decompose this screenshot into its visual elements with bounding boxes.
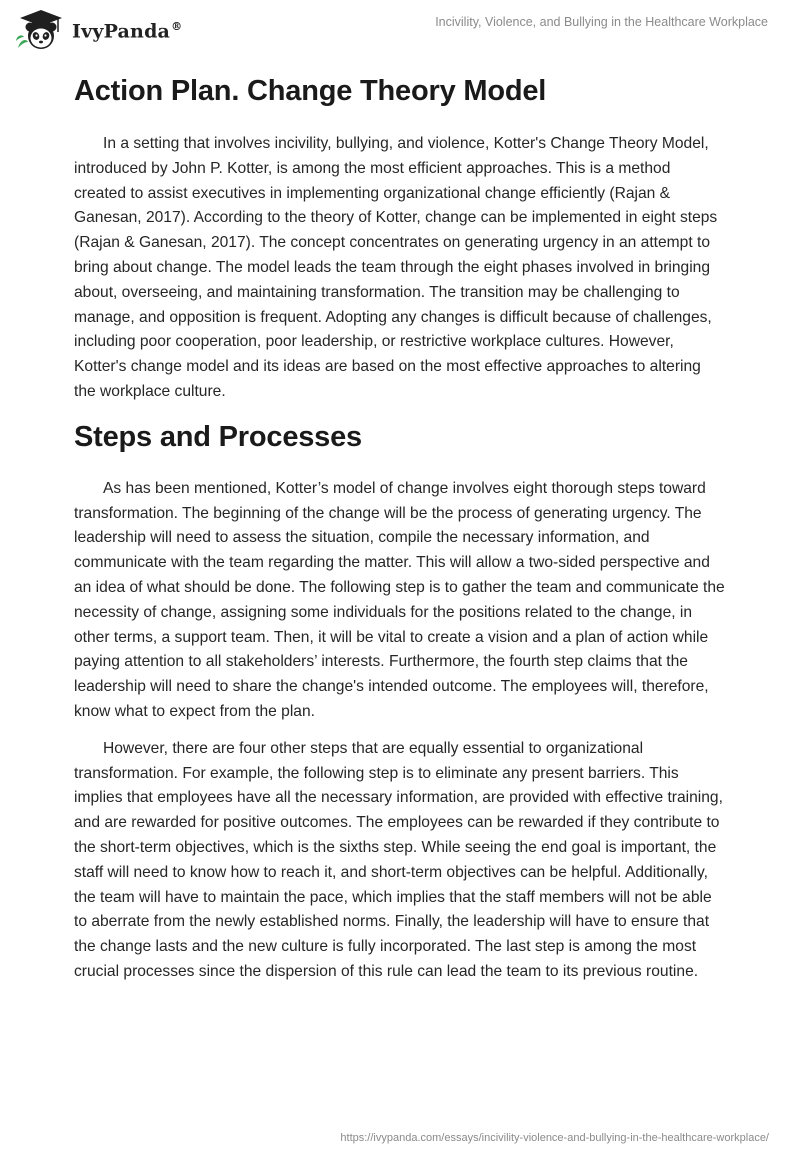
section-heading-action-plan: Action Plan. Change Theory Model bbox=[74, 75, 547, 107]
document-title: Incivility, Violence, and Bullying in the Healthcare Workplace bbox=[435, 15, 768, 29]
logo-text: IvyPanda bbox=[72, 20, 171, 43]
section-heading-steps: Steps and Processes bbox=[74, 420, 362, 453]
ivypanda-logo[interactable] bbox=[14, 8, 182, 52]
registered-mark: ® bbox=[171, 19, 183, 33]
paragraph-action-plan-1: In a setting that involves incivility, bullying, and violence, Kotter's Change Theory Model, introduced by John P. Kotter, is among the most efficient approaches. This is a method created to assist executives in implementing organizational change efficiently (Rajan & Ganesan, 2017). According to the theory of Kotter, change can be implemented in eight steps (Rajan & Ganesan, 2017). The concept concentrates on generating urgency in an attempt to bring about change. The model leads the team through the eight phases involved in bringing about, overseeing, and maintaining transformation. The transition may be challenging to manage, and opposition is frequent. Adopting any changes is difficult because of challenges, including poor cooperation, poor leadership, or restrictive workplace cultures. However, Kotter's change model and its ideas are based on the most effective approaches to altering the workplace culture. bbox=[74, 135, 718, 400]
paragraph-steps-2: However, there are four other steps that are equally essential to organizational transformation. For example, the following step is to eliminate any present barriers. This implies that employees have all the necessary information, are provided with effective training, and are rewarded for positive outcomes. The employees can be rewarded if they contribute to the short-term objectives, which is the sixths step. While seeing the end goal is important, the staff will need to know how to reach it, and short-term objectives can be helpful. Additionally, the team will have to maintain the pace, which implies that the staff members will not be able to aberrate from the newly established norms. Finally, the leadership will have to ensure that the change lasts and the new culture is fully incorporated. The last step is among the most crucial processes since the dispersion of this rule can lead the team to its previous routine. bbox=[74, 739, 723, 980]
paragraph-steps-1: As has been mentioned, Kotter’s model of change involves eight thorough steps toward transformation. The beginning of the change will be the process of generating urgency. The leadership will need to assess the situation, compile the necessary information, and communicate with the team regarding the matter. This will allow a two-sided perspective and an idea of what should be done. The following step is to gather the team and communicate the necessity of change, assigning some individuals for the positions related to the change, in other terms, a support team. Then, it will be vital to create a vision and a plan of action while paying attention to all stakeholders’ interests. Furthermore, the fourth step claims that the leadership will need to share the change's intended outcome. The employees will, therefore, know what to expect from the plan. bbox=[74, 479, 725, 720]
page-header bbox=[0, 0, 800, 60]
logo-wordmark bbox=[72, 20, 182, 42]
essay-content bbox=[74, 70, 726, 997]
footer-url[interactable]: https://ivypanda.com/essays/incivility-violence-and-bullying-in-the-healthcare-workplace/ bbox=[340, 1132, 769, 1144]
panda-graduate-icon bbox=[14, 8, 68, 52]
